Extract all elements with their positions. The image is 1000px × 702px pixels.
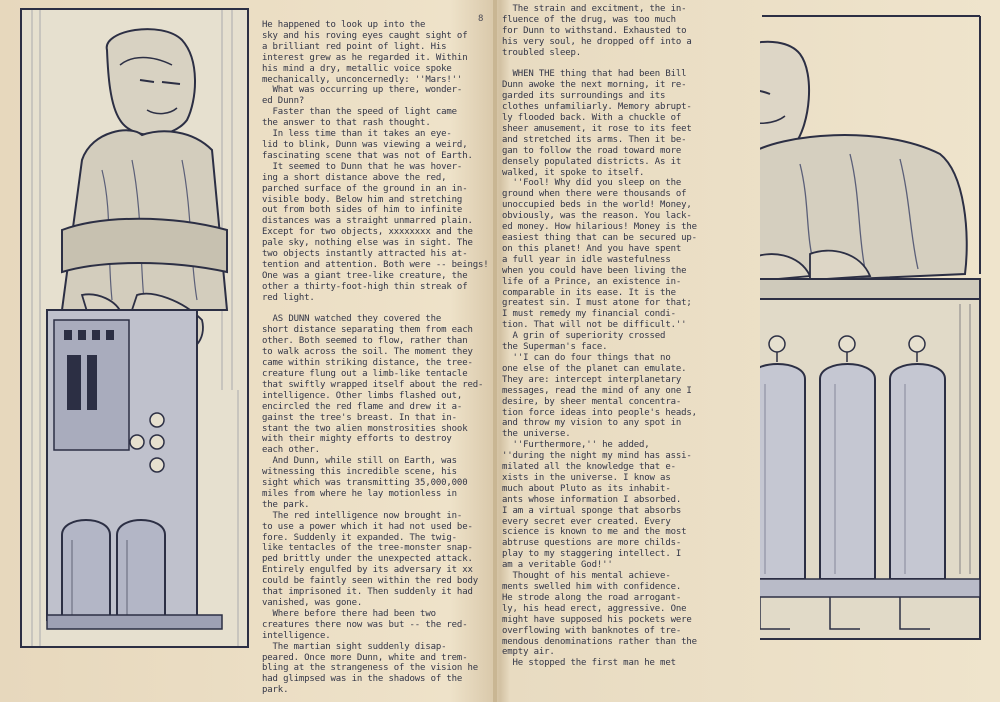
- left-text-line: AS DUNN watched they covered the: [262, 314, 442, 325]
- right-text-line: Dunn awoke the next morning, it re-: [502, 80, 687, 91]
- left-text-line: to walk across the soil. The moment they: [262, 347, 473, 358]
- right-text-line: The strain and excitment, the in-: [502, 4, 687, 14]
- right-text-line: for Dunn to withstand. Exhausted to: [502, 25, 687, 36]
- right-text-line: ments swelled him with confidence.: [502, 582, 682, 593]
- right-text-line: ly flooded back. With a chuckle of: [502, 113, 682, 124]
- left-text-line: The martian sight suddenly disap-: [262, 641, 447, 652]
- page-gutter: [493, 0, 497, 702]
- right-text-line: am a veritable God!'': [502, 560, 613, 571]
- left-text-line: miles from where he lay motionless in: [262, 488, 457, 499]
- right-text-line: milated all the knowledge that e-: [502, 462, 676, 473]
- right-text-line: on this planet! And you have spent: [502, 243, 682, 254]
- right-text-line: tion. That will not be difficult.'': [502, 320, 687, 331]
- right-text-line: ground when there were thousands of: [502, 189, 687, 200]
- left-text-line: intelligence.: [262, 630, 331, 641]
- right-text-line: every secret ever created. Every: [502, 516, 671, 527]
- left-text-line: other a thirty-foot-high thin streak of: [262, 281, 468, 292]
- left-text-line: witnessing this incredible scene, his: [262, 467, 457, 478]
- left-text-line: the park.: [262, 499, 310, 510]
- right-text-line: abtruse questions are more childs-: [502, 538, 682, 549]
- right-text-line: comparable in its ease. It is the: [502, 287, 676, 298]
- right-text-line: life of a Prince, an existence in-: [502, 276, 682, 287]
- left-text-line: his mind a dry, metallic voice spoke: [262, 63, 452, 74]
- left-text-line: tention and attention. Both were -- beings!: [262, 259, 489, 270]
- left-text-line: In less time than it takes an eye-: [262, 129, 452, 140]
- left-text-line: He happened to look up into the: [262, 20, 426, 30]
- right-text-line: mendous denominations rather than the: [502, 636, 697, 647]
- left-text-line: fore. Suddenly it expanded. The twig-: [262, 532, 457, 543]
- left-text-line: parched surface of the ground in an in-: [262, 183, 468, 194]
- left-text-line: with their mighty efforts to destroy: [262, 434, 452, 445]
- left-text-line: had glimpsed was in the shadows of the: [262, 674, 463, 685]
- left-text-line: The red intelligence now brought in-: [262, 510, 463, 521]
- right-text-line: ''during the night my mind has assi-: [502, 451, 692, 462]
- right-text-line: ants whose information I absorbed.: [502, 494, 682, 505]
- left-text-line: gainst the tree's breast. In that in-: [262, 412, 457, 423]
- right-text-line: sheer amusement, it rose to its feet: [502, 123, 692, 134]
- right-text-line: and stretched its arms. Then it be-: [502, 134, 687, 145]
- left-text-line: interest grew as he regarded it. Within: [262, 52, 468, 63]
- left-text-line: ed Dunn?: [262, 96, 305, 107]
- right-text-line: They are: intercept interplanetary: [502, 374, 682, 385]
- right-text-line: ly, his head erect, aggressive. One: [502, 603, 687, 614]
- left-text-line: red light.: [262, 292, 315, 303]
- right-text-line: overflowing with banknotes of tre-: [502, 625, 682, 636]
- right-text-line: the universe.: [502, 429, 571, 440]
- left-text-line: visible body. Below him and stretching: [262, 194, 463, 205]
- left-text-line: And Dunn, while still on Earth, was: [262, 456, 457, 467]
- left-text-line: to use a power which it had not used be-: [262, 521, 473, 532]
- left-text-line: Where before there had been two: [262, 608, 436, 619]
- right-text-line: unoccupied beds in the world! Money,: [502, 200, 692, 211]
- right-text-line: xists in the universe. I know as: [502, 472, 671, 483]
- left-text-line: One was a giant tree-like creature, the: [262, 270, 468, 281]
- left-text-line: ing a short distance above the red,: [262, 172, 447, 183]
- left-text-line: ped brittly under the unexpected attack.: [262, 554, 473, 565]
- right-text-line: easiest thing that can be secured up-: [502, 233, 697, 244]
- bald-man-with-tanks-drawing: [760, 14, 982, 650]
- right-text-line: densely populated districts. As it: [502, 156, 682, 167]
- right-text-line: much about Pluto as its inhabit-: [502, 483, 671, 494]
- left-text-line: creatures there now was but -- the red-: [262, 619, 468, 630]
- right-text-line: I am a virtual sponge that absorbs: [502, 505, 682, 516]
- left-text-line: came within striking distance, the tree-: [262, 358, 473, 369]
- right-text-line: tion force ideas into people's heads,: [502, 407, 697, 418]
- left-text-line: that imprisoned it. Then suddenly it had: [262, 587, 473, 598]
- left-text-line: could be faintly seen within the red body: [262, 576, 479, 587]
- right-text-line: He stopped the first man he met: [502, 658, 676, 669]
- left-text-line: Except for two objects, xxxxxxxx and the: [262, 227, 473, 238]
- illustration-right: [760, 14, 982, 650]
- right-text-line: greatest sin. I must atone for that;: [502, 298, 692, 309]
- left-text-line: bling at the strangeness of the vision he: [262, 663, 479, 674]
- right-text-line: play to my staggering intellect. I: [502, 549, 682, 560]
- left-text-line: distances was a straight unmarred plain.: [262, 216, 473, 227]
- left-text-line: out from both sides of him to infinite: [262, 205, 463, 216]
- right-text-line: He strode along the road arrogant-: [502, 592, 682, 603]
- left-text-line: mechanically, unconcernedly: ''Mars!'': [262, 74, 463, 85]
- left-text-line: intelligence. Other limbs flashed out,: [262, 390, 463, 401]
- left-text-line: sight which was transmitting 35,000,000: [262, 478, 468, 489]
- right-text-line: [502, 59, 742, 70]
- left-text-line: the answer to that rash thought.: [262, 118, 431, 129]
- right-text-line: fluence of the drug, was too much: [502, 14, 676, 25]
- left-text-line: [262, 304, 490, 315]
- right-text-line: and throw my vision to any spot in: [502, 418, 682, 429]
- right-text-line: walked, it spoke to itself.: [502, 167, 645, 178]
- left-text-line: stant the two alien monstrosities shook: [262, 423, 468, 434]
- illustration-left: [20, 8, 249, 648]
- right-text-line: ''Furthermore,'' he added,: [502, 440, 650, 451]
- right-text-column: [502, 4, 742, 669]
- left-text-line: short distance separating them from each: [262, 325, 473, 336]
- right-text-line: ''Fool! Why did you sleep on the: [502, 178, 682, 189]
- right-text-line: clothes unfamiliarly. Memory abrupt-: [502, 102, 692, 113]
- left-page-number: 8: [478, 14, 484, 24]
- right-text-line: WHEN THE thing that had been Bill: [502, 69, 687, 80]
- right-text-line: troubled sleep.: [502, 47, 582, 58]
- left-text-line: fascinating scene that was not of Earth.: [262, 150, 473, 161]
- left-text-line: a brilliant red point of light. His: [262, 41, 447, 52]
- left-text-line: creature flung out a limb-like tentacle: [262, 368, 468, 379]
- left-text-line: It seemed to Dunn that he was hover-: [262, 161, 463, 172]
- right-text-line: a full year in idle wastefulness: [502, 254, 671, 265]
- right-text-line: gan to follow the road toward more: [502, 145, 682, 156]
- left-text-line: that swiftly wrapped itself about the red-: [262, 379, 484, 390]
- left-text-line: Faster than the speed of light came: [262, 107, 457, 118]
- right-text-line: A grin of superiority crossed: [502, 331, 666, 342]
- left-text-line: park.: [262, 685, 289, 696]
- right-text-line: ''I can do four things that no: [502, 352, 671, 363]
- right-text-line: when you could have been living the: [502, 265, 687, 276]
- right-text-line: garded its surroundings and its: [502, 91, 666, 102]
- left-text-line: like tentacles of the tree-monster snap-: [262, 543, 473, 554]
- right-text-line: I must remedy my financial condi-: [502, 309, 676, 320]
- old-man-at-machine-drawing: [22, 10, 247, 646]
- left-text-line: lid to blink, Dunn was viewing a weird,: [262, 139, 468, 150]
- left-text-line: encircled the red flame and drew it a-: [262, 401, 463, 412]
- left-text-line: other. Both seemed to flow, rather than: [262, 336, 468, 347]
- right-text-line: obviously, was the reason. You lack-: [502, 211, 692, 222]
- left-text-line: What was occurring up there, wonder-: [262, 85, 463, 96]
- left-text-line: Entirely engulfed by its adversary it xx: [262, 565, 473, 576]
- left-text-line: vanished, was gone.: [262, 598, 363, 609]
- right-text-line: his very soul, he dropped off into a: [502, 36, 692, 47]
- right-text-line: science is known to me and the most: [502, 527, 687, 538]
- right-text-line: empty air.: [502, 647, 555, 658]
- left-text-line: pale sky, nothing else was in sight. The: [262, 238, 473, 249]
- left-text-line: two objects instantly attracted his at-: [262, 249, 468, 260]
- right-text-line: ed money. How hilarious! Money is the: [502, 222, 697, 233]
- right-text-line: the Superman's face.: [502, 342, 608, 353]
- left-text-line: peared. Once more Dunn, white and trem-: [262, 652, 468, 663]
- left-text-line: sky and his roving eyes caught sight of: [262, 30, 468, 41]
- right-text-line: desire, by sheer mental concentra-: [502, 396, 682, 407]
- left-text-column: [262, 20, 490, 696]
- right-text-line: Thought of his mental achieve-: [502, 571, 671, 582]
- right-text-line: messages, read the mind of any one I: [502, 385, 692, 396]
- right-text-line: one else of the planet can emulate.: [502, 363, 687, 374]
- right-text-line: might have supposed his pockets were: [502, 614, 692, 625]
- left-text-line: each other.: [262, 445, 320, 456]
